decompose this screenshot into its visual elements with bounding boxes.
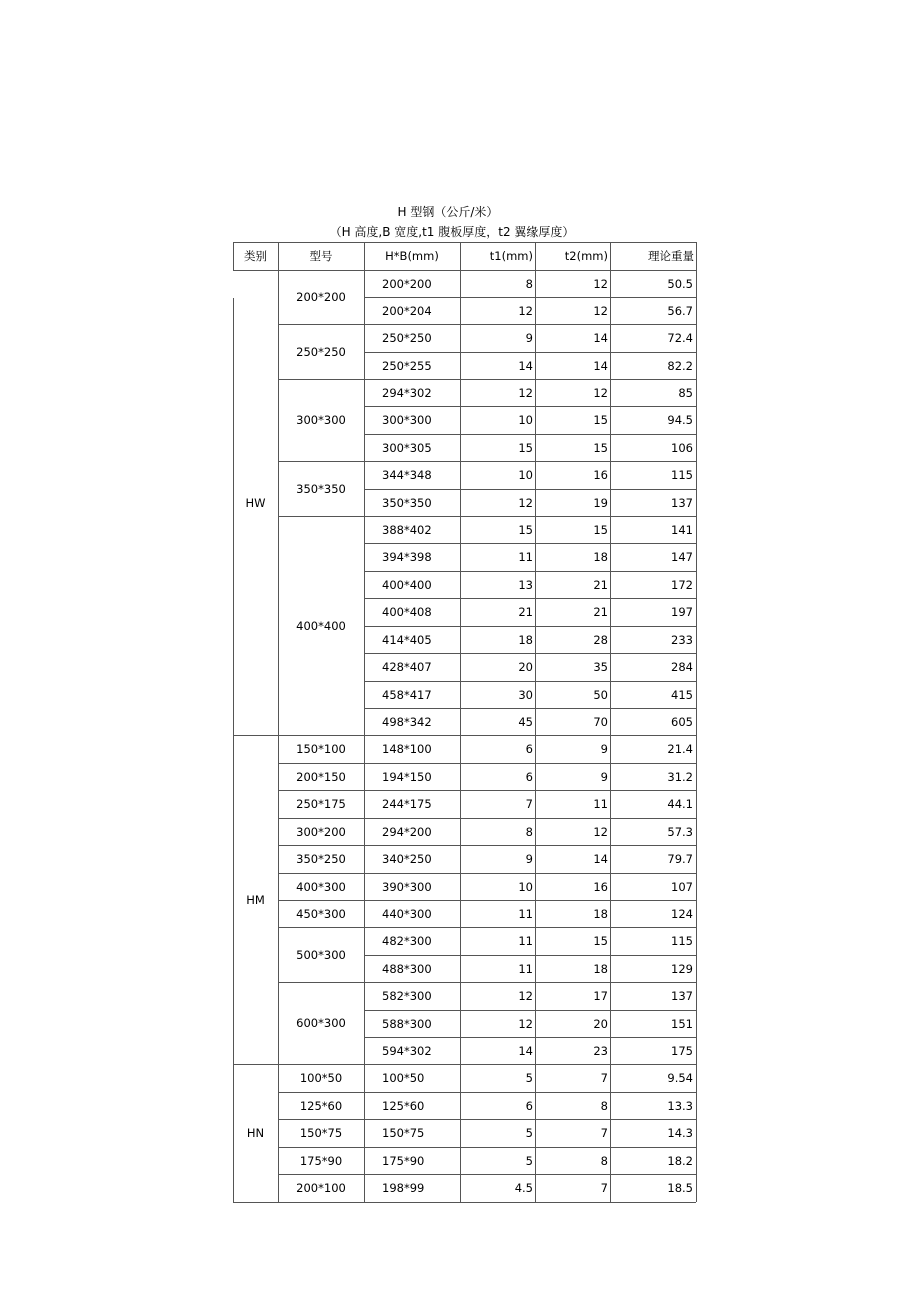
model-border (278, 1147, 364, 1148)
size-cell: 482*300 (382, 934, 432, 948)
weight-cell: 50.5 (667, 276, 693, 291)
row-border (364, 1202, 696, 1203)
model-border (278, 735, 364, 736)
size-cell: 200*200 (382, 276, 432, 291)
t2-cell: 8 (600, 1153, 608, 1168)
size-cell: 250*255 (382, 358, 432, 373)
model-border (278, 982, 364, 983)
row-border (364, 1010, 696, 1011)
model-border (278, 1174, 364, 1175)
t2-cell: 18 (593, 906, 608, 921)
weight-cell: 79.7 (667, 852, 693, 866)
header-bottom-border (233, 270, 696, 271)
weight-cell: 151 (671, 1016, 693, 1031)
t1-cell: 14 (518, 358, 533, 373)
size-cell: 588*300 (382, 1016, 432, 1031)
t1-cell: 6 (525, 769, 533, 784)
column-divider (610, 270, 611, 1202)
row-border (364, 708, 696, 709)
t1-cell: 21 (518, 605, 533, 619)
size-cell: 300*300 (382, 413, 432, 427)
t2-cell: 17 (593, 989, 608, 1003)
size-cell: 582*300 (382, 989, 432, 1003)
t1-cell: 9 (525, 852, 533, 866)
t1-cell: 5 (525, 1071, 533, 1085)
t1-cell: 12 (518, 385, 533, 400)
t2-cell: 14 (593, 852, 608, 866)
t2-cell: 50 (593, 687, 608, 702)
column-header: 理论重量 (648, 249, 694, 263)
size-cell: 594*302 (382, 1043, 432, 1058)
column-divider (278, 270, 279, 1202)
t2-cell: 7 (600, 1071, 608, 1085)
t1-cell: 10 (518, 413, 533, 427)
t2-cell: 21 (593, 577, 608, 592)
model-border (278, 845, 364, 846)
model-cell: 450*300 (296, 906, 346, 921)
weight-cell: 605 (671, 714, 693, 729)
row-border (364, 1174, 696, 1175)
row-border (364, 1092, 696, 1093)
t2-cell: 9 (600, 742, 608, 756)
weight-cell: 57.3 (667, 824, 693, 839)
row-border (364, 1147, 696, 1148)
weight-cell: 82.2 (667, 358, 693, 373)
column-header: t1(mm) (489, 249, 533, 263)
category-cell: HN (246, 1126, 265, 1140)
size-cell: 294*200 (382, 824, 432, 839)
t2-cell: 7 (600, 1126, 608, 1140)
model-cell: 300*300 (296, 413, 346, 427)
model-border (278, 873, 364, 874)
weight-cell: 72.4 (667, 331, 693, 345)
t1-cell: 45 (518, 714, 533, 729)
t1-cell: 11 (518, 906, 533, 921)
t1-cell: 6 (525, 1098, 533, 1113)
model-cell: 250*250 (296, 344, 346, 359)
row-border (364, 297, 696, 298)
model-cell: 150*100 (296, 742, 346, 756)
column-divider (364, 270, 365, 1202)
row-border (364, 818, 696, 819)
row-border (364, 406, 696, 407)
column-header: 型号 (309, 249, 333, 263)
t1-cell: 11 (518, 934, 533, 948)
column-divider (696, 270, 697, 1202)
row-border (364, 379, 696, 380)
model-cell: 500*300 (296, 947, 346, 962)
row-border (364, 681, 696, 682)
model-border (278, 790, 364, 791)
t1-cell: 12 (518, 303, 533, 318)
t1-cell: 10 (518, 879, 533, 894)
weight-cell: 147 (671, 550, 693, 564)
header-top-border (233, 242, 696, 243)
t1-cell: 4.5 (514, 1181, 533, 1195)
row-border (364, 735, 696, 736)
row-border (364, 1064, 696, 1065)
t2-cell: 9 (600, 769, 608, 784)
size-cell: 100*50 (382, 1071, 425, 1085)
weight-cell: 415 (671, 687, 693, 702)
t2-cell: 14 (593, 331, 608, 345)
t1-cell: 11 (518, 550, 533, 564)
size-cell: 350*350 (382, 495, 432, 510)
t2-cell: 14 (593, 358, 608, 373)
row-border (364, 626, 696, 627)
category-cell: HW (245, 495, 266, 510)
row-border (364, 653, 696, 654)
size-cell: 458*417 (382, 687, 432, 702)
row-border (364, 873, 696, 874)
category-border (233, 1064, 278, 1065)
row-border (364, 845, 696, 846)
t2-cell: 21 (593, 605, 608, 619)
size-cell: 148*100 (382, 742, 432, 756)
size-cell: 414*405 (382, 632, 432, 647)
model-border (278, 1202, 364, 1203)
weight-cell: 44.1 (667, 797, 693, 811)
size-cell: 300*305 (382, 440, 432, 455)
weight-cell: 107 (671, 879, 693, 894)
t2-cell: 18 (593, 961, 608, 976)
weight-cell: 56.7 (667, 303, 693, 318)
weight-cell: 31.2 (667, 769, 693, 784)
model-border (278, 461, 364, 462)
column-header: 类别 (244, 249, 267, 263)
t1-cell: 14 (518, 1043, 533, 1058)
model-cell: 150*75 (299, 1126, 343, 1140)
row-border (364, 955, 696, 956)
column-divider (460, 270, 461, 1202)
t2-cell: 28 (593, 632, 608, 647)
weight-cell: 9.54 (667, 1071, 693, 1085)
row-border (364, 927, 696, 928)
model-border (278, 818, 364, 819)
model-border (278, 927, 364, 928)
weight-cell: 85 (678, 385, 693, 400)
row-border (364, 790, 696, 791)
size-cell: 198*99 (382, 1181, 425, 1195)
weight-cell: 284 (671, 660, 693, 674)
model-cell: 300*200 (296, 824, 346, 839)
row-border (364, 982, 696, 983)
weight-cell: 115 (671, 934, 693, 948)
weight-cell: 141 (671, 522, 693, 537)
page-subtitle: （H 高度,B 宽度,t1 腹板厚度，t2 翼缘厚度） (329, 225, 575, 239)
model-cell: 100*50 (299, 1071, 343, 1085)
model-cell: 350*350 (296, 481, 346, 496)
weight-cell: 13.3 (667, 1098, 693, 1113)
size-cell: 200*204 (382, 303, 432, 318)
row-border (364, 434, 696, 435)
model-cell: 600*300 (296, 1016, 346, 1030)
model-cell: 125*60 (299, 1098, 343, 1113)
t1-cell: 20 (518, 660, 533, 674)
model-cell: 400*400 (296, 618, 346, 633)
size-cell: 175*90 (382, 1153, 425, 1168)
t1-cell: 12 (518, 1016, 533, 1031)
t1-cell: 13 (518, 577, 533, 592)
t2-cell: 15 (593, 413, 608, 427)
weight-cell: 233 (671, 632, 693, 647)
t1-cell: 15 (518, 522, 533, 537)
weight-cell: 18.2 (667, 1153, 693, 1168)
row-border (364, 763, 696, 764)
model-cell: 250*175 (296, 797, 346, 811)
t1-cell: 6 (525, 742, 533, 756)
t1-cell: 12 (518, 989, 533, 1003)
model-border (278, 1064, 364, 1065)
model-cell: 175*90 (299, 1153, 343, 1168)
size-cell: 388*402 (382, 522, 432, 537)
weight-cell: 21.4 (667, 742, 693, 756)
t2-cell: 12 (593, 385, 608, 400)
category-border (233, 1202, 278, 1203)
row-border (364, 1119, 696, 1120)
size-cell: 400*400 (382, 577, 432, 592)
weight-cell: 197 (671, 605, 693, 619)
weight-cell: 106 (671, 440, 693, 455)
t2-cell: 15 (593, 522, 608, 537)
category-border (233, 735, 278, 736)
size-cell: 498*342 (382, 714, 432, 729)
size-cell: 150*75 (382, 1126, 425, 1140)
model-border (278, 1092, 364, 1093)
t1-cell: 8 (525, 824, 533, 839)
model-cell: 200*200 (296, 290, 346, 304)
size-cell: 440*300 (382, 906, 432, 921)
t2-cell: 7 (600, 1181, 608, 1195)
row-border (364, 324, 696, 325)
t2-cell: 18 (593, 550, 608, 564)
size-cell: 125*60 (382, 1098, 425, 1113)
model-border (278, 324, 364, 325)
model-cell: 200*150 (296, 769, 346, 784)
t2-cell: 15 (593, 934, 608, 948)
weight-cell: 175 (671, 1043, 693, 1058)
category-cell: HM (246, 892, 265, 907)
column-header: t2(mm) (564, 249, 608, 263)
size-cell: 294*302 (382, 385, 432, 400)
size-cell: 244*175 (382, 797, 432, 811)
weight-cell: 94.5 (667, 413, 693, 427)
size-cell: 488*300 (382, 961, 432, 976)
t2-cell: 70 (593, 714, 608, 729)
model-cell: 350*250 (296, 852, 346, 866)
size-cell: 390*300 (382, 879, 432, 894)
t2-cell: 20 (593, 1016, 608, 1031)
row-border (364, 516, 696, 517)
t2-cell: 16 (593, 468, 608, 482)
t1-cell: 5 (525, 1126, 533, 1140)
t1-cell: 10 (518, 468, 533, 482)
model-cell: 200*100 (296, 1181, 346, 1195)
row-border (364, 900, 696, 901)
t2-cell: 35 (593, 660, 608, 674)
column-header: H*B(mm) (385, 249, 439, 263)
header-col-divider (696, 242, 697, 270)
row-border (364, 352, 696, 353)
t1-cell: 11 (518, 961, 533, 976)
page-title: H 型钢（公斤/米） (397, 205, 499, 219)
t1-cell: 18 (518, 632, 533, 647)
t1-cell: 12 (518, 495, 533, 510)
weight-cell: 137 (671, 495, 693, 510)
size-cell: 250*250 (382, 331, 432, 345)
t2-cell: 8 (600, 1098, 608, 1113)
t1-cell: 7 (525, 797, 533, 811)
t2-cell: 12 (593, 824, 608, 839)
t1-cell: 8 (525, 276, 533, 291)
row-border (364, 543, 696, 544)
row-border (364, 598, 696, 599)
size-cell: 394*398 (382, 550, 432, 564)
size-cell: 194*150 (382, 769, 432, 784)
row-border (364, 1037, 696, 1038)
model-cell: 400*300 (296, 879, 346, 894)
size-cell: 400*408 (382, 605, 432, 619)
weight-cell: 172 (671, 577, 693, 592)
t1-cell: 30 (518, 687, 533, 702)
model-border (278, 763, 364, 764)
t2-cell: 12 (593, 276, 608, 291)
weight-cell: 115 (671, 468, 693, 482)
size-cell: 344*348 (382, 468, 432, 482)
row-border (364, 461, 696, 462)
t2-cell: 12 (593, 303, 608, 318)
t1-cell: 5 (525, 1153, 533, 1168)
t1-cell: 15 (518, 440, 533, 455)
weight-cell: 129 (671, 961, 693, 976)
column-divider (535, 270, 536, 1202)
weight-cell: 124 (671, 906, 693, 921)
t2-cell: 11 (593, 797, 608, 811)
weight-cell: 18.5 (667, 1181, 693, 1195)
model-border (278, 1119, 364, 1120)
weight-cell: 137 (671, 989, 693, 1003)
t2-cell: 19 (593, 495, 608, 510)
t2-cell: 23 (593, 1043, 608, 1058)
t2-cell: 16 (593, 879, 608, 894)
model-border (278, 516, 364, 517)
row-border (364, 489, 696, 490)
table-left-border (233, 298, 234, 1202)
row-border (364, 571, 696, 572)
size-cell: 428*407 (382, 660, 432, 674)
model-border (278, 900, 364, 901)
size-cell: 340*250 (382, 852, 432, 866)
weight-cell: 14.3 (667, 1126, 693, 1140)
t1-cell: 9 (525, 331, 533, 345)
model-border (278, 379, 364, 380)
t2-cell: 15 (593, 440, 608, 455)
